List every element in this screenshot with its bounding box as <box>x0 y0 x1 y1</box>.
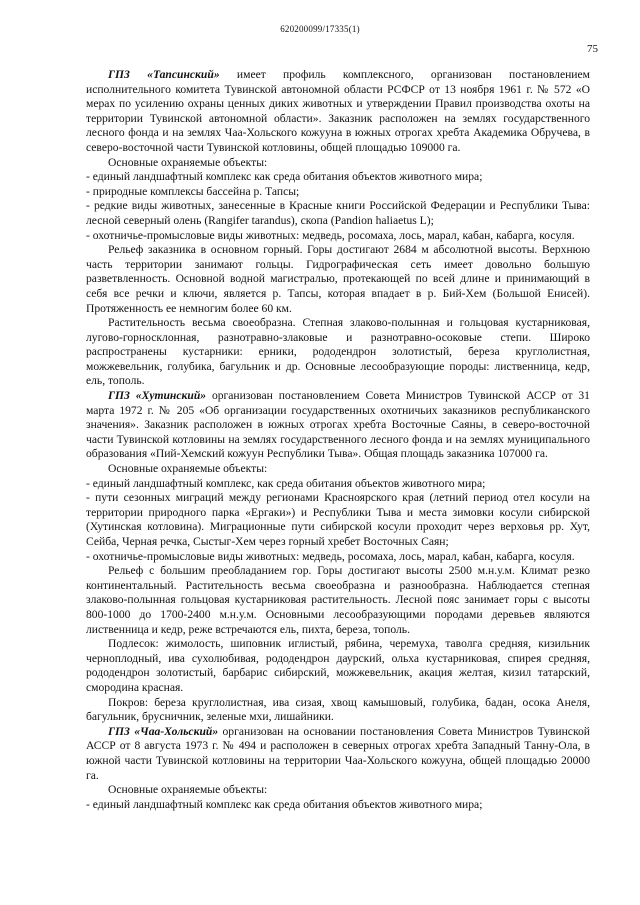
body-paragraph <box>86 491 590 549</box>
body-paragraph <box>86 316 590 389</box>
body-paragraph <box>86 199 590 228</box>
body-paragraph <box>86 783 590 798</box>
reserve-heading-paragraph <box>86 389 590 462</box>
reserve-heading-paragraph <box>86 68 590 156</box>
body-paragraph <box>86 696 590 725</box>
body-paragraph <box>86 564 590 637</box>
paragraph-text: Основные охраняемые объекты: <box>108 783 268 797</box>
body-paragraph <box>86 185 590 200</box>
paragraph-text: организован постановлением Совета Министров Тувинской АССР от 31 марта 1972 г. № 205 «Об организации государственных охотничьих заказников республиканского значения». Заказник расположен в южных отрогах хребта Восточные Саяны, в северо-восточной части Тувинской котловины на землях государственного лесного фонда и на землях муниципального образования «Пий-Хемский кожуун Республики Тыва». Общая площадь заказника 107000 га. <box>86 389 590 461</box>
paragraph-text: Растительность весьма своеобразна. Степная злаково-полынная и гольцовая кустарниковая, лугово-горносклонная, разнотравно-злаковые и разнотравно-осоковые степи. Широко распространены кустарники: ерники, рододендрон золотистый, береза круглолистная, можжевельник, голубика, багульник и др. Основные лесообразующие породы: лиственница, кедр, ель, тополь. <box>86 316 590 388</box>
body-paragraph <box>86 170 590 185</box>
body-paragraph <box>86 462 590 477</box>
paragraph-text: Основные охраняемые объекты: <box>108 155 268 169</box>
paragraph-text: - природные комплексы бассейна р. Тапсы; <box>86 184 300 198</box>
page-number: 75 <box>587 43 598 55</box>
paragraph-text: организован на основании постановления Совета Министров Тувинской АССР от 8 августа 1973 г. № 494 и расположен в северных отрогах хребта Западный Танну-Ола, в южной части Тувинской котловины на территории Чаа-Хольского кожууна, общей площадью 20000 га. <box>86 724 590 782</box>
paragraph-text: - охотничье-промысловые виды животных: медведь, росомаха, лось, марал, кабан, кабарга, косуля. <box>86 228 575 242</box>
body-paragraph <box>86 637 590 695</box>
reserve-name: ГПЗ «Чаа-Хольский» <box>108 724 219 738</box>
body-paragraph <box>86 229 590 244</box>
paragraph-text: имеет профиль комплексного, организован постановлением исполнительного комитета Тувинской автономной области РСФСР от 13 ноября 1961 г. № 572 «О мерах по усилению охраны ценных диких животных и утверждении Правил производства охоты на территории Тувинской автономной области». Заказник расположен на землях государственного лесного фонда и на землях Чаа-Хольского кожууна в южных отрогах хребта Академика Обручева, в северо-восточной части Тувинской котловины, общей площадью 109000 га. <box>86 68 590 154</box>
body-paragraph <box>86 156 590 171</box>
body-paragraph <box>86 477 590 492</box>
reserve-name: ГПЗ «Хутинский» <box>108 389 207 403</box>
paragraph-text: - охотничье-промысловые виды животных: медведь, росомаха, лось, марал, кабан, кабарга, косуля. <box>86 549 575 563</box>
body-paragraph <box>86 550 590 565</box>
paragraph-text: - пути сезонных миграций между регионами Красноярского края (летний период отел косули на территории природного парка «Ергаки») и Республики Тыва и места зимовки косули сибирской (Хутинская котловина). Миграционные пути сибирской косули проходит через верховья рр. Хут, Сейба, Черная речка, Сыстыг-Хем через горный хребет Восточных Саян; <box>86 491 590 548</box>
paragraph-text: - редкие виды животных, занесенные в Красные книги Российской Федерации и Республики Тыва: лесной северный олень (Rangifer tarandus), скопа (Pandion haliaetus L); <box>86 199 590 227</box>
paragraph-text: - единый ландшафтный комплекс как среда обитания объектов животного мира; <box>86 170 483 184</box>
reserve-heading-paragraph <box>86 725 590 783</box>
paragraph-text: Основные охраняемые объекты: <box>108 462 268 476</box>
document-id: 620200099/17335(1) <box>280 24 360 34</box>
body-paragraph <box>86 243 590 316</box>
paragraph-text: Подлесок: жимолость, шиповник иглистый, рябина, черемуха, таволга средняя, кизильник черноплодный, ива сухолюбивая, рододендрон даурский, ольха кустарниковая, спирея средняя, рододендрон золотистый, барбарис сибирский, можжевельник, акация желтая, кизил татарский, смородина красная. <box>86 637 590 694</box>
paragraph-text: Рельеф заказника в основном горный. Горы достигают 2684 м абсолютной высоты. Верхнюю часть территории занимают гольцы. Гидрографическая сеть имеет довольно большую разветвленность. Основной водной магистралью, протекающей по всей длине и принимающий в себя все речки и ключи, является р. Тапсы, которая впадает в р. Бий-Хем (Большой Енисей). Протяженность ее немногим более 60 км. <box>86 243 590 315</box>
paragraph-text: Рельеф с большим преобладанием гор. Горы достигают высоты 2500 м.н.у.м. Климат резко континентальный. Растительность весьма своеобразна и разнообразна. Наблюдается степная злаково-полынная гольцовая кустарниковая растительность. Лесной пояс занимает горы с высоты 800-1000 до 1700-2400 м.н.у.м. Основными лесообразующими породами деревьев являются лиственница и кедр, реже встречаются ель, пихта, береза, тополь. <box>86 564 590 636</box>
paragraph-text: Покров: береза круглолистная, ива сизая, хвощ камышовый, голубика, бадан, осока Анеля, багульник, брусничник, зеленые мхи, лишайники. <box>86 695 590 724</box>
body-paragraph <box>86 798 590 813</box>
paragraph-text: - единый ландшафтный комплекс, как среда обитания объектов животного мира; <box>86 476 486 490</box>
paragraph-text: - единый ландшафтный комплекс как среда обитания объектов животного мира; <box>86 797 483 811</box>
reserve-name: ГПЗ «Тапсинский» <box>108 68 220 81</box>
page-body <box>86 68 590 812</box>
